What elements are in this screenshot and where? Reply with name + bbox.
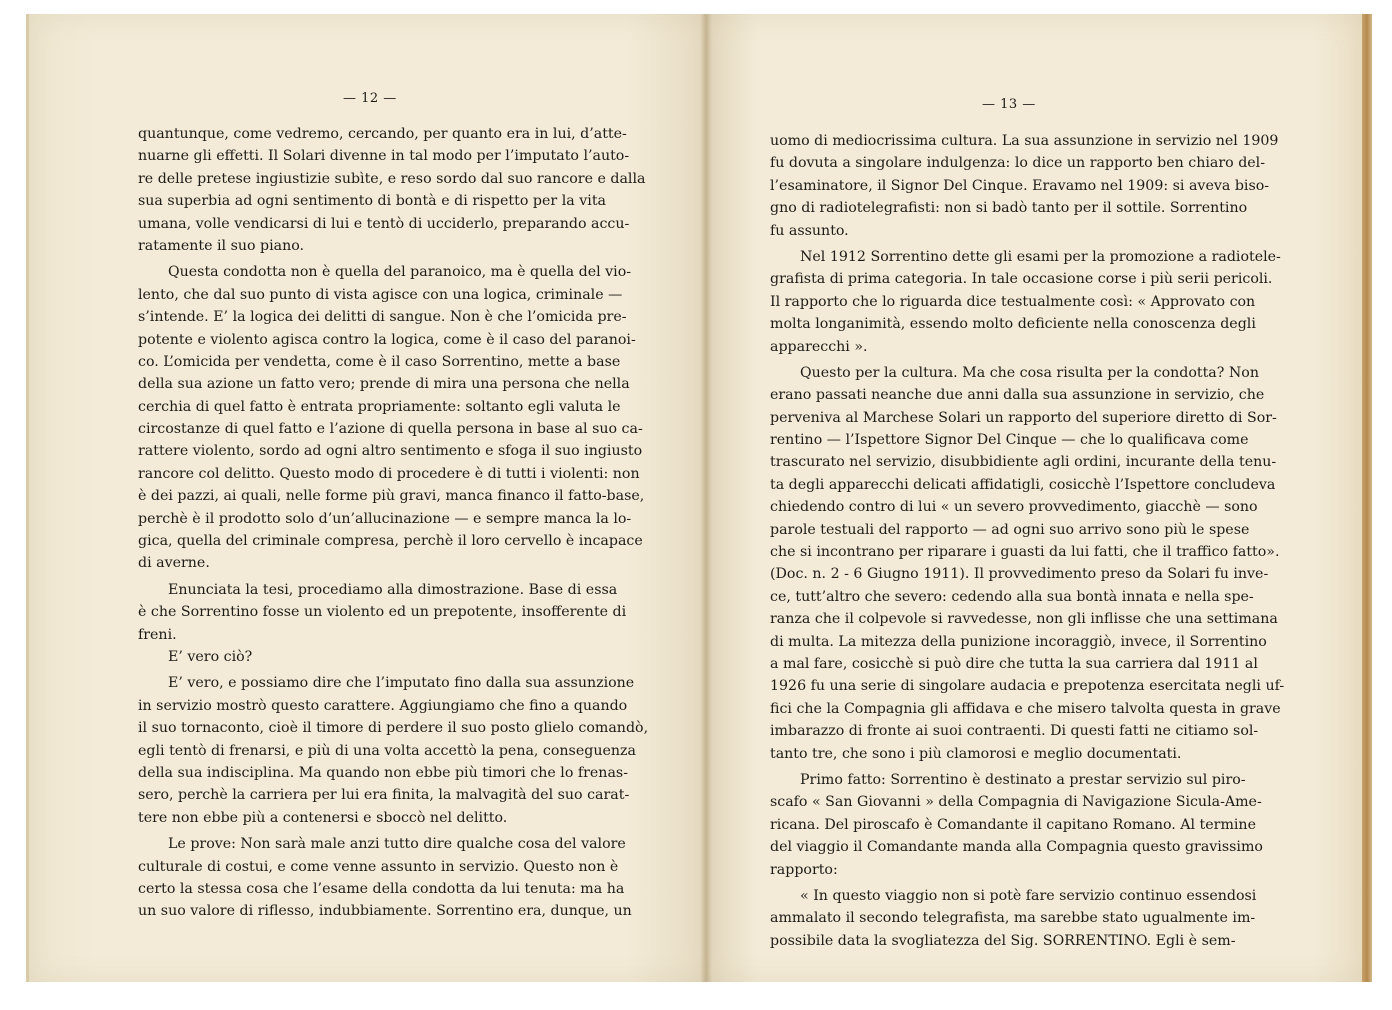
text-line: di averne. — [138, 555, 210, 572]
text-line: l’esaminatore, il Signor Del Cinque. Eravamo nel 1909: si aveva biso- — [770, 177, 1270, 194]
left-page-number: — 12 — — [343, 91, 397, 106]
text-line: apparecchi ». — [770, 338, 868, 355]
text-line: Enunciata la tesi, procediamo alla dimostrazione. Base di essa — [168, 581, 618, 598]
text-line: ricana. Del piroscafo è Comandante il capitano Romano. Al termine — [770, 816, 1256, 833]
text-line: Le prove: Non sarà male anzi tutto dire qualche cosa del valore — [168, 836, 626, 853]
text-line: Primo fatto: Sorrentino è destinato a prestar servizio sul piro- — [800, 771, 1246, 788]
text-line: quantunque, come vedremo, cercando, per quanto era in lui, d’atte- — [138, 126, 627, 142]
text-line: è dei pazzi, ai quali, nelle forme più gravi, manca financo il fatto-base, — [138, 488, 645, 505]
text-line: ratamente il suo piano. — [138, 237, 305, 254]
text-line: ta degli apparecchi delicati affidatigli, cosicchè l’Ispettore concludeva — [770, 476, 1276, 493]
text-line: Questa condotta non è quella del paranoico, ma è quella del vio- — [168, 264, 632, 281]
text-line: fici che la Compagnia gli affidava e che misero talvolta questa in grave — [770, 700, 1281, 717]
text-line: molta longanimità, essendo molto deficiente nella conoscenza degli — [770, 316, 1256, 333]
left-page-text — [138, 123, 649, 923]
text-line: fu dovuta a singolare indulgenza: lo dice un rapporto ben chiaro del- — [770, 155, 1266, 172]
text-line: perveniva al Marchese Solari un rapporto del superiore diretto di Sor- — [770, 409, 1277, 426]
text-line: parole testuali del rapporto — ad ogni suo arrivo sono più le spese — [770, 521, 1250, 538]
text-line: del viaggio il Comandante manda alla Compagnia questo gravissimo — [770, 839, 1263, 856]
text-line: un suo valore di riflesso, indubbiamente. Sorrentino era, dunque, un — [138, 903, 632, 920]
text-line: tanto tre, che sono i più clamorosi e meglio documentati. — [770, 745, 1182, 762]
text-line: culturale di costui, e come venne assunto in servizio. Questo non è — [138, 858, 619, 875]
text-line: gica, quella del criminale compresa, perchè il loro cervello è incapace — [138, 533, 643, 550]
text-line: scafo « San Giovanni » della Compagnia di Navigazione Sicula-Ame- — [770, 794, 1262, 811]
page-edge — [1362, 14, 1372, 982]
text-line: fu assunto. — [770, 222, 849, 239]
text-line: E’ vero, e possiamo dire che l’imputato fino dalla sua assunzione — [168, 675, 635, 692]
text-line: 1926 fu una serie di singolare audacia e prepotenza esercitata negli uf- — [770, 678, 1285, 695]
text-line: perchè è il prodotto solo d’un’allucinazione — e sempre manca la lo- — [138, 510, 632, 527]
text-line: rapporto: — [770, 861, 838, 878]
text-line: nuarne gli effetti. Il Solari divenne in tal modo per l’imputato l’auto- — [138, 148, 630, 165]
text-line: rentino — l’Ispettore Signor Del Cinque — che lo qualificava come — [770, 432, 1249, 449]
text-line: imbarazzo di fronte ai suoi contraenti. Di questi fatti ne citiamo sol- — [770, 723, 1259, 740]
text-line: sua superbia ad ogni sentimento di bontà e di rispetto per la vita — [138, 193, 606, 210]
text-line: Nel 1912 Sorrentino dette gli esami per la promozione a radiotele- — [800, 248, 1281, 265]
text-line: di multa. La mitezza della punizione incoraggiò, invece, il Sorrentino — [770, 633, 1267, 650]
text-line: (Doc. n. 2 - 6 Giugno 1911). Il provvedimento preso da Solari fu inve- — [770, 566, 1269, 583]
right-page-text — [770, 130, 1285, 952]
right-page-number: — 13 — — [982, 97, 1036, 112]
text-line: grafista di prima categoria. In tale occasione corse i più serii pericoli. — [770, 271, 1273, 288]
text-line: « In questo viaggio non si potè fare servizio continuo essendosi — [800, 887, 1257, 904]
text-line: circostanze di quel fatto e l’azione di quella persona in base al suo ca- — [138, 421, 643, 438]
text-line: freni. — [138, 626, 177, 643]
text-line: chiedendo contro di lui « un severo provvedimento, giacchè — sono — [770, 499, 1258, 516]
text-line: Questo per la cultura. Ma che cosa risulta per la condotta? Non — [800, 364, 1259, 381]
text-line: ce, tutt’altro che severo: cedendo alla sua bontà innata e nella spe- — [770, 588, 1254, 605]
text-line: ranza che il colpevole si ravvedesse, non gli inflisse che una settimana — [770, 611, 1278, 628]
text-line: re delle pretese ingiustizie subìte, e reso sordo dal suo rancore e dalla — [138, 170, 646, 187]
text-line: cerchia di quel fatto è entrata propriamente: soltanto egli valuta le — [138, 398, 621, 415]
text-line: a mal fare, cosicchè si può dire che tutta la sua carriera dal 1911 al — [770, 655, 1258, 672]
text-line: che si incontrano per riparare i guasti da lui fatti, che il traffico fatto». — [770, 544, 1280, 561]
text-line: rattere violento, sordo ad ogni altro sentimento e sfoga il suo ingiusto — [138, 443, 643, 460]
text-line: umana, volle vendicarsi di lui e tentò di ucciderlo, preparando accu- — [138, 215, 630, 232]
text-line: possibile data la svogliatezza del Sig. SORRENTINO. Egli è sem- — [770, 932, 1236, 949]
text-line: potente e violento agisca contro la logica, come è il caso del paranoi- — [138, 331, 636, 348]
text-line: Il rapporto che lo riguarda dice testualmente così: « Approvato con — [770, 293, 1256, 310]
text-line: E’ vero ciò? — [168, 648, 253, 665]
text-line: s’intende. E’ la logica dei delitti di sangue. Non è che l’omicida pre- — [138, 309, 627, 326]
text-line: il suo tornaconto, cioè il timore di perdere il suo posto glielo comandò, — [138, 720, 649, 737]
text-line: trascurato nel servizio, disubbidiente agli ordini, incurante della tenu- — [770, 454, 1277, 471]
text-line: erano passati neanche due anni dalla sua assunzione in servizio, che — [770, 387, 1265, 404]
text-line: ammalato il secondo telegrafista, ma sarebbe stato ugualmente im- — [770, 910, 1256, 927]
text-line: in servizio mostrò questo carattere. Aggiungiamo che fino a quando — [138, 697, 628, 714]
text-line: sero, perchè la carriera per lui era finita, la malvagità del suo carat- — [138, 787, 630, 804]
text-line: lento, che dal suo punto di vista agisce con una logica, criminale — — [138, 286, 623, 303]
text-line: è che Sorrentino fosse un violento ed un prepotente, insofferente di — [138, 604, 627, 621]
text-line: co. L’omicida per vendetta, come è il caso Sorrentino, mette a base — [138, 353, 621, 370]
text-line: egli tentò di frenarsi, e più di una volta accettò la pena, conseguenza — [138, 742, 636, 759]
text-line: tere non ebbe più a contenersi e sboccò nel delitto. — [138, 809, 508, 826]
text-line: della sua azione un fatto vero; prende di mira una persona che nella — [138, 376, 630, 393]
text-line: certo la stessa cosa che l’esame della condotta da lui tenuta: ma ha — [138, 880, 625, 897]
text-line: uomo di mediocrissima cultura. La sua assunzione in servizio nel 1909 — [770, 133, 1279, 149]
text-line: gno di radiotelegrafisti: non si badò tanto per il sottile. Sorrentino — [770, 200, 1248, 217]
text-line: della sua indisciplina. Ma quando non ebbe più timori che lo frenas- — [138, 764, 628, 781]
text-line: rancore col delitto. Questo modo di procedere è di tutti i violenti: non — [138, 465, 640, 482]
book-gutter — [700, 14, 712, 982]
